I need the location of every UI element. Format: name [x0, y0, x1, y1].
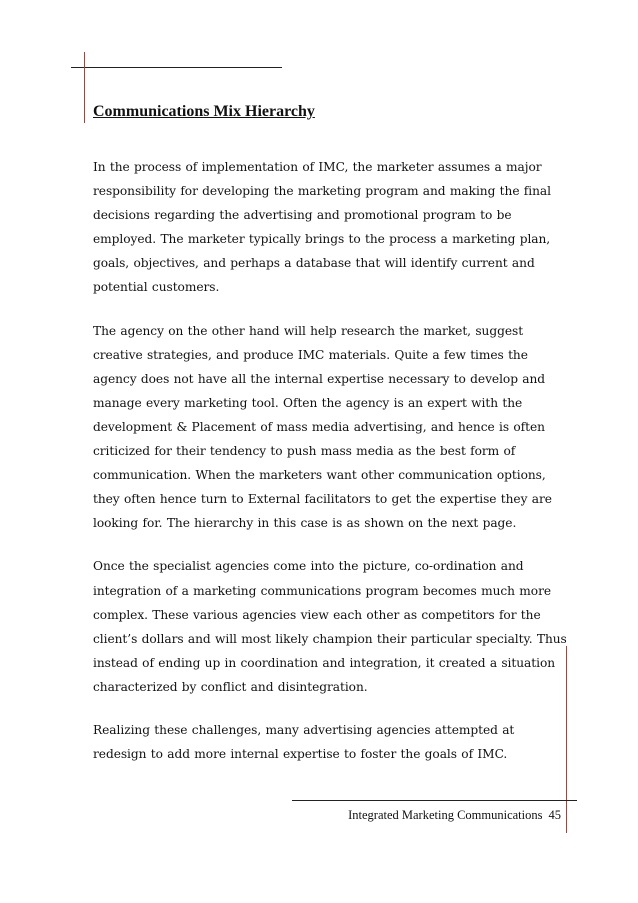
paragraph-4: Realizing these challenges, many advertising agencies attempted at redesign to add more internal expertise to foster the goals of IMC.: [93, 722, 515, 762]
paragraph-3: Once the specialist agencies come into the picture, co-ordination and integration of a marketing communications program becomes much more complex. These various agencies view each other as competitors for the client’s dollars and will most likely champion their particular specialty. Thus instead of ending up in coordination and integration, it created a situation characterized by conflict and disintegration.: [93, 559, 567, 694]
footer-book-title: Integrated Marketing Communications: [348, 808, 543, 822]
page-footer: [348, 808, 561, 823]
top-vertical-red-rule: [84, 52, 85, 123]
footer-horizontal-rule: [292, 800, 577, 801]
paragraph-2: The agency on the other hand will help research the market, suggest creative strategies, and produce IMC materials. Quite a few times the agency does not have all the internal expertise necessary to develop and manage every marketing tool. Often the agency is an expert with the development & Placement of mass media advertising, and hence is often criticized for their tendency to push mass media as the best form of communication. When the marketers want other communication options, they often hence turn to External facilitators to get the expertise they are looking for. The hierarchy in this case is as shown on the next page.: [93, 323, 552, 531]
page-number: 45: [548, 808, 561, 822]
paragraph-1: In the process of implementation of IMC, the marketer assumes a major responsibility for developing the marketing program and making the final decisions regarding the advertising and promotional program to be employed. The marketer typically brings to the process a marketing plan, goals, objectives, and perhaps a database that will identify current and potential customers.: [93, 160, 551, 295]
section-heading: Communications Mix Hierarchy: [93, 103, 315, 120]
page-content: [93, 101, 567, 766]
top-horizontal-rule: [71, 67, 282, 68]
